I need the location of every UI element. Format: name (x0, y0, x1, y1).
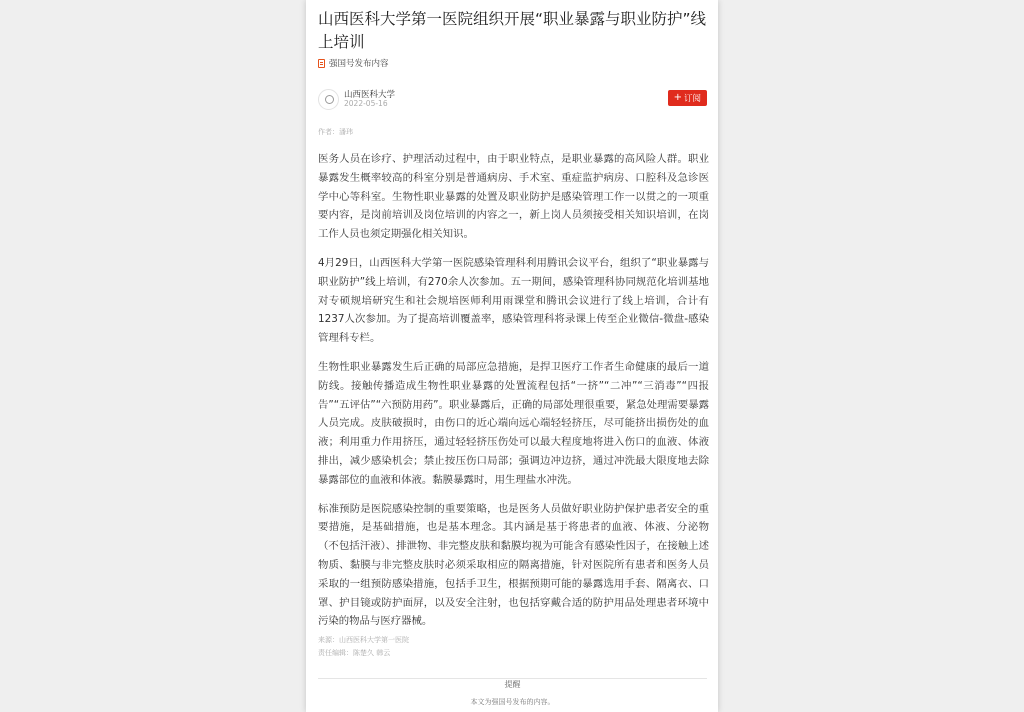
avatar[interactable] (318, 89, 339, 110)
paragraph: 标准预防是医院感染控制的重要策略，也是医务人员做好职业防护保护患者安全的重要措施，是基础措施，也是基本理念。其内涵是基于将患者的血液、体液、分泌物（不包括汗液）、排泄物、非完整皮肤和黏膜均视为可能含有感染性因子，在接触上述物质、黏膜与非完整皮肤时必须采取相应的隔离措施，针对医院所有患者和医务人员采取的一组预防感染措施，包括手卫生，根据预期可能的暴露选用手套、隔离衣、口罩、护目镜或防护面屏，以及安全注射，也包括穿戴合适的防护用品处理患者环境中污染的物品与医疗器械。 (318, 502, 709, 628)
subscribe-button[interactable] (668, 90, 707, 106)
notice-title: 提醒 (497, 679, 529, 690)
source-line: 来源：山西医科大学第一医院 (318, 636, 409, 644)
plus-icon: + (673, 92, 682, 103)
author-name[interactable]: 山西医科大学 (344, 90, 396, 100)
publish-date: 2022-05-16 (344, 99, 388, 108)
document-icon (318, 59, 325, 68)
notice (318, 672, 707, 707)
paragraph: 生物性职业暴露发生后正确的局部应急措施，是捍卫医疗工作者生命健康的最后一道防线。接触传播造成生物性职业暴露的处置流程包括“一挤”“二冲”“三消毒”“四报告”“五评估”“六预防用药”。职业暴露后，正确的局部处理很重要，紧急处理需要暴露人员完成。皮肤破损时，由伤口的近心端向远心端轻轻挤压，尽可能挤出损伤处的血液；利用重力作用挤压，通过轻轻挤压伤处可以最大程度地将进入伤口的血液、体液排出，减少感染机会；禁止按压伤口局部；强调边冲边挤，通过冲洗最大限度地去除暴露部位的血液和体液。黏膜暴露时，用生理盐水冲洗。 (318, 360, 709, 486)
article-footer-meta (318, 634, 409, 660)
notice-text: 本文为强国号发布的内容。 (470, 698, 555, 706)
author-row (318, 87, 707, 113)
paragraph: 4月29日，山西医科大学第一医院感染管理科利用腾讯会议平台，组织了“职业暴露与职业防护”线上培训，有270余人次参加。五一期间，感染管理科协同规范化培训基地对专硕规培研究生和社会规培医师利用雨课堂和腾讯会议进行了线上培训，合计有1237人次参加。为了提高培训覆盖率，感染管理科将录课上传至企业微信-微盘-感染管理科专栏。 (318, 256, 709, 345)
article-body (318, 150, 709, 641)
paragraph: 医务人员在诊疗、护理活动过程中，由于职业特点，是职业暴露的高风险人群。职业暴露发生概率较高的科室分别是普通病房、手术室、重症监护病房、口腔科及急诊医学中心等科室。生物性职业暴露的处置及职业防护是感染管理工作一以贯之的一项重要内容，是岗前培训及岗位培训的内容之一，新上岗人员须接受相关知识培训，在岗工作人员也须定期强化相关知识。 (318, 153, 709, 241)
article-title: 山西医科大学第一医院组织开展“职业暴露与职业防护”线上培训 (318, 10, 707, 51)
source-tag[interactable] (318, 57, 389, 69)
subscribe-label: 订阅 (683, 94, 701, 104)
byline: 作者：潘玮 (318, 128, 353, 136)
editor-line: 责任编辑：陈楚久 韩云 (318, 649, 391, 657)
source-tag-label: 强国号发布内容 (329, 59, 389, 69)
article-page (306, 0, 718, 712)
